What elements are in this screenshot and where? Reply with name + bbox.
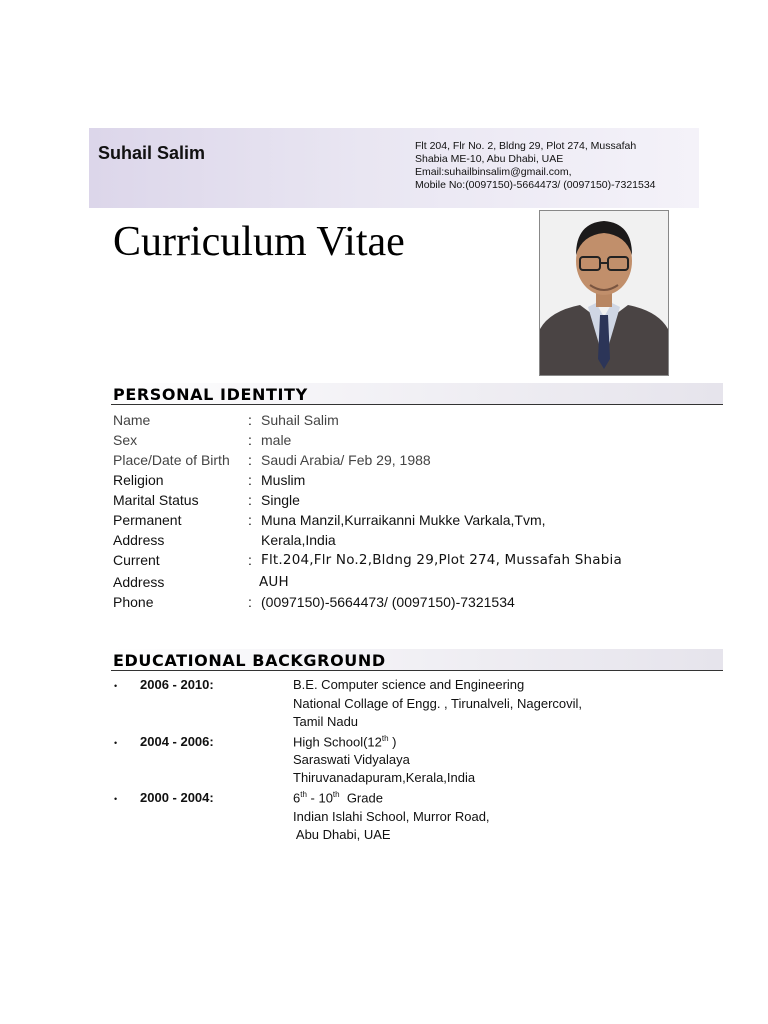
pi-label: Address: [113, 532, 165, 548]
pi-colon: :: [248, 432, 252, 448]
pi-label: Permanent: [113, 512, 182, 528]
personal-identity-heading-text: PERSONAL IDENTITY: [113, 385, 308, 404]
edu-line: [293, 734, 397, 749]
edu-years: 2006 - 2010:: [140, 677, 214, 692]
pi-label: Name: [113, 412, 151, 428]
pi-label: Current: [113, 552, 160, 568]
pi-value: Kerala,India: [261, 532, 336, 548]
bullet-icon: •: [114, 681, 118, 691]
edu-line: National Collage of Engg. , Tirunalveli, Nagercovil,: [293, 696, 583, 711]
edu-text: 6: [293, 790, 301, 806]
pi-label: Religion: [113, 472, 164, 488]
address-line-2: Shabia ME-10, Abu Dhabi, UAE: [415, 153, 564, 165]
pi-colon: :: [248, 594, 252, 610]
edu-years: 2004 - 2006:: [140, 734, 214, 749]
educational-background-heading: [111, 649, 723, 671]
address-line-1: Flt 204, Flr No. 2, Bldng 29, Plot 274, Mussafah: [415, 140, 637, 152]
pi-label: Place/Date of Birth: [113, 452, 230, 468]
document-title: Curriculum Vitae: [113, 219, 405, 265]
pi-value: Single: [261, 492, 300, 508]
profile-photo: [539, 210, 669, 376]
pi-colon: :: [248, 492, 252, 508]
superscript: th: [381, 734, 389, 743]
pi-colon: :: [248, 412, 252, 428]
edu-line: [293, 790, 383, 805]
superscript: th: [332, 790, 340, 799]
pi-label: Sex: [113, 432, 138, 448]
pi-value: Muna Manzil,Kurraikanni Mukke Varkala,Tvm,: [261, 512, 546, 528]
pi-label: Address: [113, 574, 165, 590]
pi-colon: :: [248, 512, 252, 528]
edu-text: Grade: [339, 790, 383, 806]
educational-background-heading-text: EDUCATIONAL BACKGROUND: [113, 651, 386, 670]
pi-value: AUH: [259, 574, 289, 590]
candidate-name: Suhail Salim: [98, 143, 206, 163]
pi-value: Suhail Salim: [261, 412, 339, 428]
edu-years: 2000 - 2004:: [140, 790, 214, 805]
pi-colon: :: [248, 552, 252, 568]
mobile-line: Mobile No:(0097150)-5664473/ (0097150)-7321534: [415, 179, 656, 191]
pi-label: Marital Status: [113, 492, 199, 508]
pi-value: Saudi Arabia/ Feb 29, 1988: [261, 452, 431, 468]
email-line: Email:suhailbinsalim@gmail.com,: [415, 166, 572, 178]
pi-value: Muslim: [261, 472, 306, 488]
edu-line: Abu Dhabi, UAE: [293, 827, 391, 842]
edu-text: ): [388, 734, 397, 750]
pi-value: (0097150)-5664473/ (0097150)-7321534: [261, 594, 515, 610]
bullet-icon: •: [114, 738, 118, 748]
pi-value: Flt.204,Flr No.2,Bldng 29,Plot 274, Mussafah Shabia: [261, 552, 622, 568]
edu-text: High School(12: [293, 734, 382, 750]
edu-text: - 10: [306, 790, 333, 806]
edu-line: Thiruvanadapuram,Kerala,India: [293, 770, 476, 785]
pi-label: Phone: [113, 594, 154, 610]
contact-block: [415, 140, 656, 192]
edu-line: Saraswati Vidyalaya: [293, 752, 410, 767]
bullet-icon: •: [114, 794, 118, 804]
pi-value: male: [261, 432, 292, 448]
edu-line: Indian Islahi School, Murror Road,: [293, 809, 490, 824]
edu-line: Tamil Nadu: [293, 714, 359, 729]
superscript: th: [300, 790, 307, 799]
pi-colon: :: [248, 472, 252, 488]
personal-identity-heading: [111, 383, 723, 405]
pi-colon: :: [248, 452, 252, 468]
edu-line: B.E. Computer science and Engineering: [293, 677, 525, 692]
